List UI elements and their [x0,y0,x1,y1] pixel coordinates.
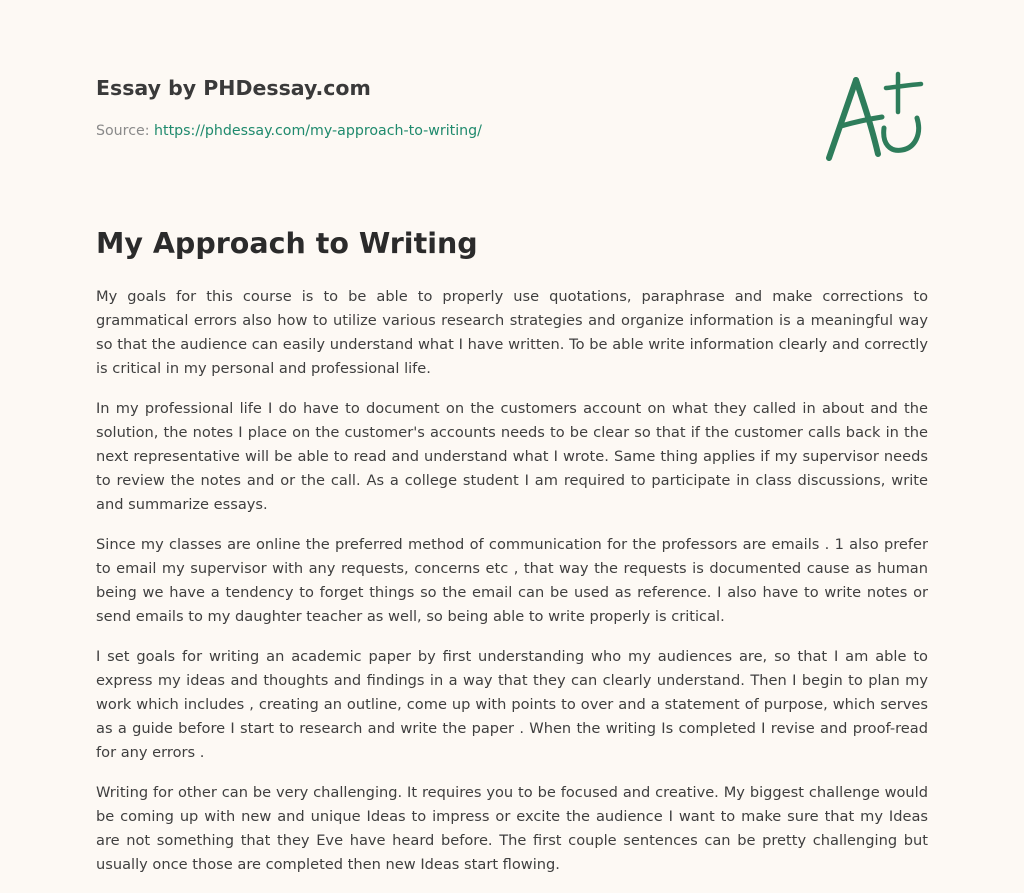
source-label: Source: [96,123,150,139]
essay-body [96,285,928,893]
site-brand: Essay by PHDessay.com [96,76,371,100]
essay-paragraph: Writing for other can be very challenging. It requires you to be focused and creative. My biggest challenge would be coming up with new and unique Ideas to impress or excite the audience I want to make sure that my Ideas are not something that they Eve have heard before. The first couple sentences can be pretty challenging but usually once those are completed then new Ideas start flowing. [96,784,928,873]
essay-paragraph: In my professional life I do have to document on the customers account on what they called in about and the solution, the notes I place on the customer's accounts needs to be clear so that if the customer calls back in the next representative will be able to read and understand what I wrote. Same thing applies if my supervisor needs to review the notes and or the call. As a college student I am required to participate in class discussions, write and summarize essays. [96,400,928,513]
source-link[interactable]: https://phdessay.com/my-approach-to-writing/ [154,123,482,139]
essay-title: My Approach to Writing [96,227,478,260]
source-line [96,121,796,141]
essay-paragraph: Since my classes are online the preferred method of communication for the professors are emails . 1 also prefer to email my supervisor with any requests, concerns etc , that way the requests is documented cause as human being we have a tendency to forget things so the email can be used as reference. I also have to write notes or send emails to my daughter teacher as well, so being able to write properly is critical. [96,536,928,625]
essay-paragraph: My goals for this course is to be able to properly use quotations, paraphrase and make corrections to grammatical errors also how to utilize various research strategies and organize information is a meaningful way so that the audience can easily understand what I have written. To be able write information clearly and correctly is critical in my personal and professional life. [96,288,928,377]
essay-paragraph: I set goals for writing an academic paper by first understanding who my audiences are, so that I am able to express my ideas and thoughts and findings in a way that they can clearly understand. Then I begin to plan my work which includes , creating an outline, come up with points to over and a statement of purpose, which serves as a guide before I start to research and write the paper . When the writing Is completed I revise and proof-read for any errors . [96,648,928,761]
essay-header [96,74,796,141]
a-plus-grade-icon [822,68,926,164]
